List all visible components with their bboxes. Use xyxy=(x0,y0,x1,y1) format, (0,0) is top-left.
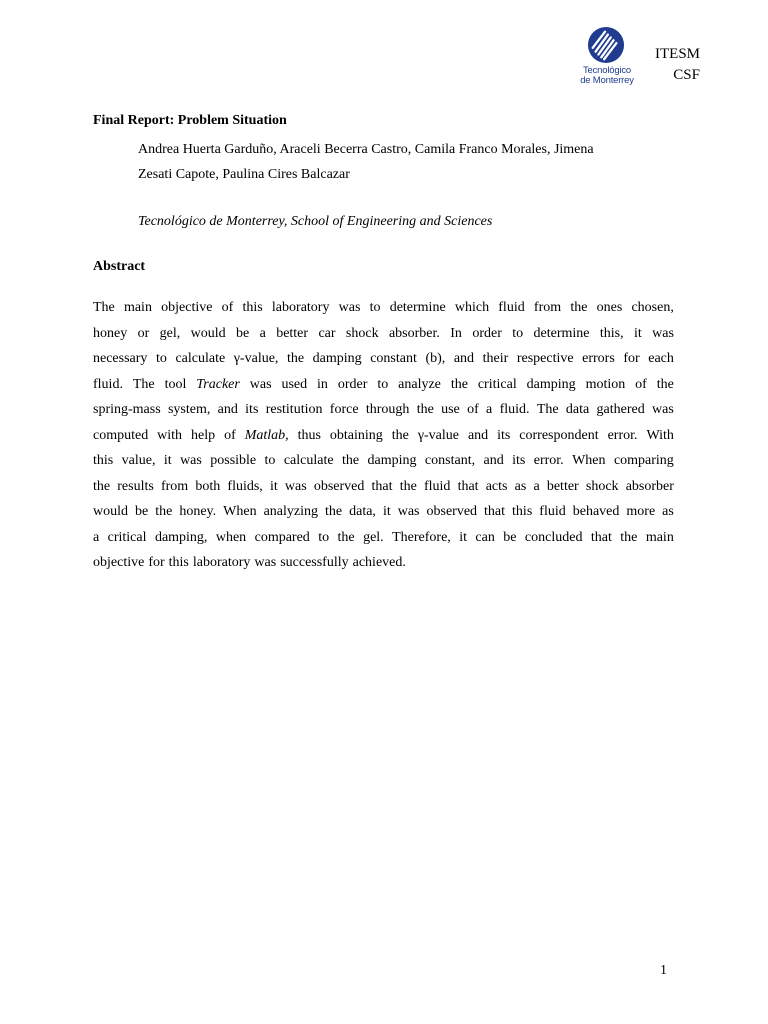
abstract-word: error. xyxy=(533,453,564,468)
abstract-word: its xyxy=(245,402,259,417)
abstract-word: gel, xyxy=(159,325,181,341)
abstract-word: and xyxy=(483,453,504,468)
abstract-line xyxy=(93,399,674,425)
abstract-word: a xyxy=(533,478,540,494)
abstract-word: shock xyxy=(585,478,619,494)
abstract-word: use xyxy=(441,402,460,417)
tec-de-monterrey-emblem-icon xyxy=(587,26,625,64)
abstract-word: that xyxy=(371,478,393,494)
abstract-word: system, xyxy=(167,402,211,417)
logo-wordmark-line-2: de Monterrey xyxy=(580,75,634,86)
abstract-word: γ-value xyxy=(417,427,459,443)
abstract-word: it xyxy=(269,478,278,494)
abstract-word: more xyxy=(626,504,656,519)
abstract-word: the xyxy=(656,376,674,392)
abstract-word: compared xyxy=(254,529,310,545)
abstract-word: to xyxy=(155,351,167,366)
logo-wordmark xyxy=(570,66,644,86)
abstract-word: it xyxy=(459,529,467,545)
abstract-word: this xyxy=(242,300,263,315)
abstract-word: was xyxy=(397,504,420,519)
abstract-word: When xyxy=(223,504,257,519)
abstract-word: constant xyxy=(370,351,417,366)
abstract-word: that xyxy=(457,478,479,494)
abstract-word: would xyxy=(93,504,128,519)
abstract-word: value, xyxy=(121,453,156,468)
abstract-word: critical xyxy=(107,529,147,545)
abstract-word: it xyxy=(163,453,172,468)
abstract-word: be xyxy=(135,504,149,519)
abstract-word: honey xyxy=(93,325,128,341)
abstract-word: calculate xyxy=(283,453,334,468)
abstract-word: analyze xyxy=(398,376,441,392)
abstract-word: better xyxy=(276,325,309,341)
abstract-word: objective xyxy=(161,300,213,315)
abstract-word: the xyxy=(570,300,588,315)
abstract-word: the xyxy=(416,402,434,417)
abstract-word: with xyxy=(157,427,183,443)
abstract-word: damping xyxy=(312,351,362,366)
report-title: Final Report: Problem Situation xyxy=(93,113,287,128)
abstract-word: or xyxy=(137,325,150,341)
abstract-word: be xyxy=(236,325,250,341)
abstract-word: was xyxy=(254,555,277,570)
abstract-word: motion xyxy=(585,376,626,392)
abstract-line xyxy=(93,323,674,349)
author-list xyxy=(138,137,678,187)
abstract-word: tool xyxy=(164,376,187,392)
abstract-word: both xyxy=(195,478,221,494)
abstract-word: determine xyxy=(389,300,446,315)
abstract-word: its xyxy=(512,453,526,468)
abstract-word: was xyxy=(338,300,361,315)
author-line-1: Andrea Huerta Garduño, Araceli Becerra Castro, Camila Franco Morales, Jimena xyxy=(138,142,594,157)
abstract-word: thus xyxy=(297,427,321,443)
abstract-word: was xyxy=(652,402,674,417)
abstract-word: determine xyxy=(533,325,590,341)
abstract-word: absorber xyxy=(625,478,674,494)
abstract-word: was xyxy=(284,478,307,494)
abstract-word: of xyxy=(221,300,234,315)
abstract-word: observed xyxy=(313,478,365,494)
abstract-heading: Abstract xyxy=(93,259,146,274)
abstract-word: error. xyxy=(607,427,638,443)
abstract-line xyxy=(93,527,674,553)
abstract-word: for xyxy=(623,351,640,366)
abstract-line xyxy=(93,297,674,323)
abstract-word: to xyxy=(264,453,276,468)
abstract-word: The xyxy=(93,300,115,315)
abstract-line xyxy=(93,348,674,374)
abstract-body xyxy=(93,297,674,578)
abstract-word: when xyxy=(215,529,247,545)
abstract-word: its xyxy=(497,427,511,443)
abstract-word: Therefore, xyxy=(392,529,451,545)
abstract-word: ones xyxy=(596,300,623,315)
abstract-word: absorber. xyxy=(388,325,440,341)
abstract-word: main xyxy=(645,529,674,545)
abstract-word: critical xyxy=(477,376,517,392)
abstract-word: With xyxy=(646,427,674,443)
abstract-word: to xyxy=(318,529,330,545)
abstract-word: When xyxy=(572,453,606,468)
abstract-word: The xyxy=(132,376,155,392)
abstract-word: fluid. xyxy=(499,402,530,417)
abstract-word: to xyxy=(512,325,524,341)
abstract-word: fluid xyxy=(498,300,525,315)
abstract-word: (b), xyxy=(425,351,446,366)
institution-code xyxy=(644,44,700,86)
abstract-word: successfully xyxy=(280,555,349,570)
abstract-word: achieved. xyxy=(352,555,406,570)
abstract-word: this xyxy=(93,453,114,468)
abstract-word: calculate xyxy=(175,351,226,366)
abstract-word: respective xyxy=(516,351,574,366)
abstract-word: γ-value, xyxy=(233,351,279,366)
tec-de-monterrey-logo xyxy=(570,26,644,90)
abstract-word: that xyxy=(590,529,612,545)
abstract-word: through xyxy=(365,402,410,417)
abstract-word: the xyxy=(450,376,468,392)
abstract-word: shock xyxy=(345,325,379,341)
abstract-word: obtaining xyxy=(329,427,383,443)
abstract-word: Tracker xyxy=(196,376,240,392)
abstract-word: fluid. xyxy=(93,376,123,392)
abstract-word: concluded xyxy=(524,529,583,545)
abstract-word: objective xyxy=(93,555,145,570)
abstract-word: each xyxy=(648,351,674,366)
abstract-word: a xyxy=(486,402,493,417)
abstract-word: order xyxy=(472,325,502,341)
abstract-word: constant, xyxy=(424,453,476,468)
abstract-word: gel. xyxy=(363,529,384,545)
abstract-word: was xyxy=(249,376,272,392)
abstract-word: their xyxy=(482,351,509,366)
abstract-word: laboratory xyxy=(192,555,251,570)
abstract-word: behaved xyxy=(572,504,620,519)
abstract-word: fluid xyxy=(423,478,451,494)
abstract-word: order xyxy=(337,376,368,392)
abstract-word: correspondent xyxy=(519,427,599,443)
institution-code-line-2: CSF xyxy=(673,67,700,83)
abstract-line xyxy=(93,501,674,527)
abstract-word: force xyxy=(329,402,359,417)
abstract-word: damping xyxy=(367,453,417,468)
abstract-word: was xyxy=(652,325,674,341)
abstract-word: observed xyxy=(426,504,478,519)
abstract-word: and xyxy=(453,351,475,366)
abstract-word: was xyxy=(180,453,202,468)
abstract-word: and xyxy=(217,402,238,417)
abstract-word: as xyxy=(514,478,527,494)
abstract-word: necessary xyxy=(93,351,148,366)
abstract-word: , xyxy=(285,427,289,443)
institution-code-line-1: ITESM xyxy=(655,46,700,62)
abstract-word: of xyxy=(224,427,236,443)
abstract-word: the xyxy=(337,529,355,545)
abstract-word: better xyxy=(546,478,579,494)
abstract-line xyxy=(93,425,674,451)
abstract-word: laboratory xyxy=(271,300,330,315)
abstract-word: analyzing xyxy=(263,504,318,519)
abstract-line xyxy=(93,476,674,502)
abstract-line xyxy=(93,552,674,578)
abstract-word: this xyxy=(168,555,189,570)
abstract-word: a xyxy=(259,325,266,341)
abstract-word: damping, xyxy=(154,529,208,545)
abstract-word: The xyxy=(536,402,559,417)
abstract-word: fluid xyxy=(539,504,566,519)
abstract-word: the xyxy=(155,504,173,519)
abstract-word: computed xyxy=(93,427,149,443)
abstract-word: gathered xyxy=(596,402,645,417)
author-line-2: Zesati Capote, Paulina Cires Balcazar xyxy=(138,167,350,182)
abstract-word: the xyxy=(286,351,305,366)
abstract-word: used xyxy=(281,376,308,392)
abstract-line xyxy=(93,374,674,400)
abstract-word: to xyxy=(377,376,389,392)
abstract-word: that xyxy=(484,504,506,519)
abstract-word: honey. xyxy=(179,504,217,519)
abstract-word: it xyxy=(633,325,642,341)
abstract-word: fluids, xyxy=(227,478,263,494)
abstract-word: In xyxy=(450,325,462,341)
abstract-word: be xyxy=(503,529,517,545)
abstract-word: the xyxy=(342,453,360,468)
abstract-word: comparing xyxy=(613,453,674,468)
abstract-word: to xyxy=(369,300,381,315)
abstract-word: this xyxy=(512,504,533,519)
page-number: 1 xyxy=(660,963,667,978)
abstract-word: which xyxy=(454,300,490,315)
abstract-word: can xyxy=(475,529,495,545)
abstract-word: from xyxy=(533,300,562,315)
abstract-word: this, xyxy=(599,325,624,341)
abstract-word: help xyxy=(191,427,216,443)
abstract-word: as xyxy=(662,504,674,519)
logo-wordmark-line-1: Tecnológico xyxy=(583,65,631,76)
abstract-word: the xyxy=(93,478,111,494)
abstract-word: damping xyxy=(526,376,576,392)
abstract-word: of xyxy=(635,376,647,392)
abstract-word: spring-mass xyxy=(93,402,161,417)
abstract-word: restitution xyxy=(265,402,323,417)
abstract-word: main xyxy=(123,300,152,315)
abstract-word: results xyxy=(117,478,154,494)
abstract-word: data xyxy=(565,402,590,417)
abstract-word: would xyxy=(190,325,226,341)
abstract-line xyxy=(93,450,674,476)
abstract-word: acts xyxy=(485,478,508,494)
affiliation: Tecnológico de Monterrey, School of Engineering and Sciences xyxy=(138,214,493,229)
abstract-word: and xyxy=(467,427,489,443)
abstract-word: chosen, xyxy=(631,300,674,315)
abstract-word: from xyxy=(160,478,189,494)
abstract-word: possible xyxy=(210,453,257,468)
abstract-word: for xyxy=(148,555,165,570)
abstract-word: in xyxy=(317,376,328,392)
abstract-word: the xyxy=(399,478,417,494)
abstract-word: Matlab, xyxy=(244,427,289,443)
abstract-word: car xyxy=(318,325,336,341)
abstract-word: errors xyxy=(582,351,615,366)
abstract-word: it xyxy=(382,504,391,519)
abstract-word: the xyxy=(391,427,409,443)
abstract-word: a xyxy=(93,529,100,545)
abstract-word: data, xyxy=(349,504,376,519)
abstract-word: of xyxy=(467,402,479,417)
abstract-word: the xyxy=(620,529,638,545)
abstract-word: the xyxy=(325,504,343,519)
